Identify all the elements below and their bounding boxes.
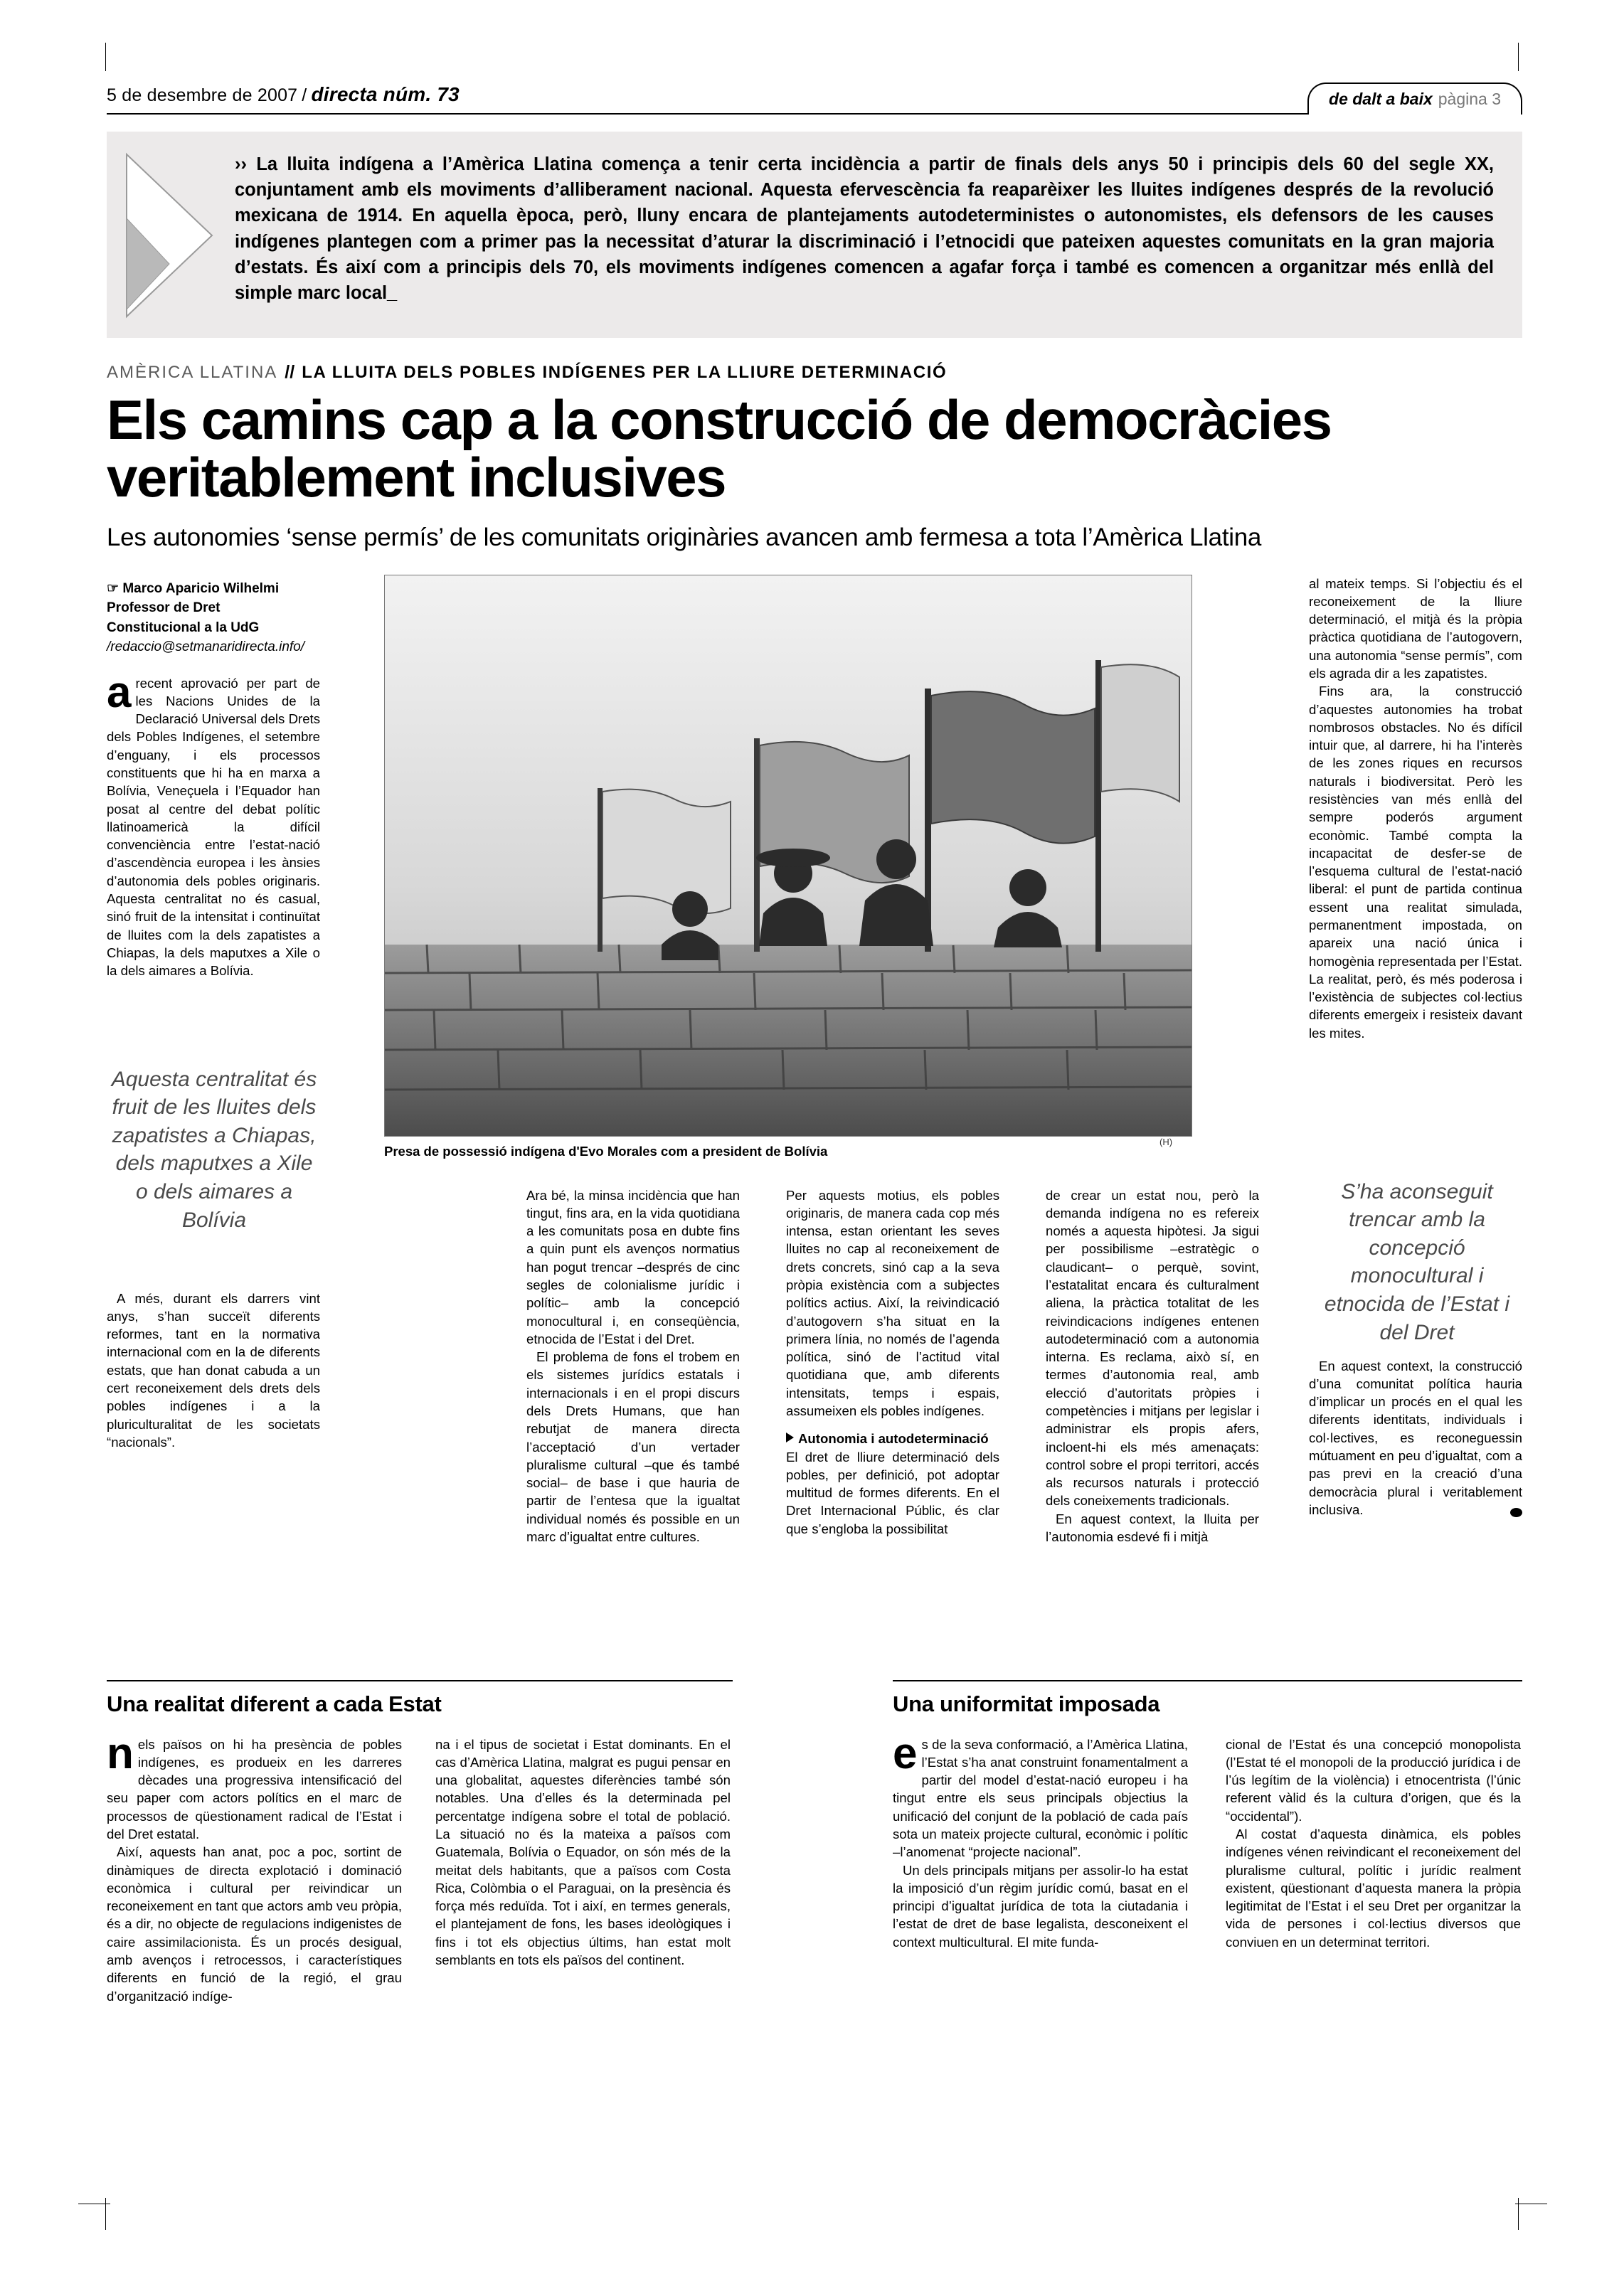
paragraph: Fins ara, la construcció d’aquestes autonomies ha trobat nombrosos obstacles. No és difícil intuir que, al darrere, hi ha l’interès de les zones riques en recursos naturals i biodiversitat. Però les resistències van més enllà del sempre poderós argument econòmic. També compta la incapacitat de desfer-se de l’esquema cultural de l’estat-nació liberal: el punt de partida continua essent una realitat simulada, permanentment impostada, on apareix una nació única i homogènia representada per l’Estat. La realitat, però, és més poderosa i l’existència de subjectes col·lectius diferents emergeix i resisteix davant les mites. xyxy=(1309,684,1522,1041)
section2-column-2 xyxy=(1226,1736,1521,1951)
masthead xyxy=(107,68,1522,115)
column-3 xyxy=(786,1186,999,1538)
paragraph: es de la seva conformació, a l’Amèrica Llatina, l’Estat s’ha anat construint fonamentalment a partir del model d’estat-nació europeu i ha tingut entre els seus principals objectius la unificació del conjunt de la població de cada país sota un mateix projecte cultural, econòmic i polític –l’anomenat “projecte nacional”. xyxy=(893,1728,1188,1860)
paragraph: na i el tipus de societat i Estat dominants. En el cas d’Amèrica Llatina, malgrat es pugui pensar en una globalitat, aquestes diferències també són notables. Una d’elles és la determinada pel percentatge indígena sobre el total de població. La situació no és la mateixa a països com Guatemala, Bolívia o Equador, on són més de la meitat dels habitants, que a països com Costa Rica, Colòmbia o el Paraguai, on la presència és força més reduïda. Tot i així, en termes generals, el plantejament de fons, les bases ideològiques i fins i tot els objectius últims, han estat molt semblants en tots els països del continent. xyxy=(435,1736,731,1967)
byline-author: Marco Aparicio Wilhelmi xyxy=(122,580,280,596)
paragraph: En aquest context, la construcció d’una comunitat política hauria d’implicar un procés en el qual les diferents identitats, individuals i col·lectives, es reconeguessin mútuament en peu d’igualtat, com a pas previ en la creació d’una democràcia plural i veritablement inclusiva. xyxy=(1309,1358,1522,1517)
photo-caption: Presa de possessió indígena d'Evo Morales com a president de Bolívia xyxy=(384,1143,828,1159)
byline-email: /redaccio@setmanaridirecta.info/ xyxy=(107,639,305,655)
paragraph: nels països on hi ha presència de pobles indígenes, es produeix en les darreres dècades una progressiva intensificació del seu paper com actors polítics en el marc de processos de qüestionament radical de l’Estat i del Dret estatal. xyxy=(107,1728,402,1842)
page-content xyxy=(107,68,1522,2078)
crop-mark-top-left-v xyxy=(105,43,106,71)
section1-column-2 xyxy=(435,1736,731,1970)
crop-mark-top-right-v xyxy=(1518,43,1519,71)
column-5b xyxy=(1309,1357,1522,1521)
section2-column-1 xyxy=(893,1728,1188,1951)
paragraph: Un dels principals mitjans per assolir-lo ha estat la imposició d’un règim jurídic comú, basat en el principi d’igualtat jurídica de tota la ciutadania i l’estat de dret de base legalista, desconeixent el context multicultural. El mite funda- xyxy=(893,1862,1188,1950)
page-number: pàgina 3 xyxy=(1438,90,1501,108)
kicker-topic: AMÈRICA LLATINA xyxy=(107,363,278,382)
bottom-sections xyxy=(107,1680,1522,2078)
issue-number: directa núm. 73 xyxy=(311,83,460,105)
column-4 xyxy=(1046,1186,1259,1546)
triangle-icon xyxy=(786,1433,794,1442)
paragraph: arecent aprovació per part de les Nacions Unides de la Declaració Universal dels Drets dels Pobles Indígenes, el setembre d’enguany, i els processos constituents que hi ha en marxa a Bolívia, Veneçuela i l’Equador han posat al centre del debat polític llatinoamericà la difícil convenciència entre l’estat-nació d’ascendència europea i les ànsies d’autonomia dels pobles originaris. Aquesta centralitat no és casual, sinó fruit de la intensitat i continuïtat de lluites com la dels zapatistes a Chiapas, la dels maputxes a Xile o la dels aimares a Bolívia. xyxy=(107,667,320,979)
column-5 xyxy=(1309,575,1522,1042)
byline xyxy=(107,579,320,657)
kicker xyxy=(107,362,1522,383)
article-body xyxy=(107,575,1522,1656)
article-photo xyxy=(384,575,1192,1137)
crop-mark-bottom-left-v xyxy=(105,2198,106,2230)
paragraph: El problema de fons el trobem en els sistemes jurídics estatals i internacionals i en el propi discurs dels Drets Humans, que han rebutjat de manera directa l’acceptació d’un vertader pluralisme cultural –que és també social– de base i que hauria de partir de l’entesa que la igualtat individual només és possible en un marc d’igualtat entre cultures. xyxy=(526,1349,740,1544)
subsection-title xyxy=(786,1430,999,1447)
column-1b xyxy=(107,1290,320,1452)
paragraph: Així, aquests han anat, poc a poc, sortint de dinàmiques de directa explotació i dominació econòmica i cultural per reivindicar un reconeixement en tant que actors amb veu pròpia, és a dir, no objecte de regulacions indigenistes de caire assimilacionista. És un procés desigual, amb avenços i retrocessos, i característiques diferents en funció de la regió, el grau d’organització indíge- xyxy=(107,1844,402,2004)
page-subtitle: Les autonomies ‘sense permís’ de les comunitats originàries avancen amb fermesa a tota l’Amèrica Llatina xyxy=(107,523,1262,552)
pullquote-left: Aquesta centralitat és fruit de les lluites dels zapatistes a Chiapas, dels maputxes a Xile o dels aimares a Bolívia xyxy=(111,1067,317,1232)
paragraph: Ara bé, la minsa incidència que han tingut, fins ara, en la vida quotidiana a les comunitats posa en dubte fins a quin punt els avenços normatius han pogut trencar –després de cinc segles de colonialisme jurídic i polític– amb la concepció monocultural i, en conseqüència, etnocida de l’Estat i del Dret. xyxy=(526,1187,740,1346)
paragraph: de crear un estat nou, però la demanda indígena no es refereix només a aquesta hipòtesi. Ja sigui per possibilisme –estratègic o claudicant– o perquè, sovint, l’estatalitat encara és culturalment aliena, la pràctica totalitat de les reivindicacions indígenes entenen autodeterminació com a autonomia interna. Es reclama, això sí, en termes d’autonomia real, amb elecció d’autoritats pròpies i competències i mitjans per legislar i administrar els propis afers, incloent-hi els més amenaçats: control sobre el propi territori, accés als recursos naturals i protecció dels coneixements tradicionals. xyxy=(1046,1187,1259,1509)
column-2 xyxy=(526,1186,740,1546)
masthead-slash: / xyxy=(302,85,307,105)
lead-chevrons: ›› xyxy=(235,154,247,174)
section-title-2: Una uniformitat imposada xyxy=(893,1691,1160,1716)
byline-role-1: Professor de Dret xyxy=(107,600,221,616)
paragraph: cional de l’Estat és una concepció monopolista (l’Estat té el monopoli de la producció jurídica i de l’ús legítim de la violència) i etnocentrista (l’únic referent vàlid és la cultura d’origen, que és la “occidental”). xyxy=(1226,1736,1521,1824)
photo-credit: (H) xyxy=(1159,1136,1173,1147)
kicker-theme: LA LLUITA DELS POBLES INDÍGENES PER LA LLIURE DETERMINACIÓ xyxy=(302,363,948,382)
section-tab xyxy=(1307,83,1522,115)
lead-body: La lluita indígena a l’Amèrica Llatina comença a tenir certa incidència a partir de finals dels anys 50 i principis dels 60 del segle XX, conjuntament amb els moviments d’alliberament nacional. Aquesta efervescència fa reaparèixer les lluites indígenes després de la revolució mexicana de 1914. En aquella època, però, lluny encara de plantejaments autodeterministes o autonomistes, els defensors de les causes indígenes plantegen com a primer pas la necessitat d’aturar la discriminació i l’etnocidi que pateixen aquestes comunitats en la gran majoria d’estats. És així com a principis dels 70, els moviments indígenes comencen a agafar força i també es comencen a organitzar més enllà del simple marc local_ xyxy=(235,154,1494,304)
masthead-left xyxy=(107,83,460,113)
paragraph: al mateix temps. Si l’objectiu és el reconeixement de la lliure determinació, el mitjà és la pròpia pràctica quotidiana de l’autogovern, una autonomia “sense permís”, com els agrada dir a les zapatistes. xyxy=(1309,575,1522,681)
paragraph: Al costat d’aquesta dinàmica, els pobles indígenes vénen reivindicant el reconeixement del pluralisme cultural, polític i jurídic realment existent, qüestionant d’aquesta manera la pròpia legitimitat de l’Estat i el seu Dret per organitzar la vida de persones i col·lectius diversos que conviuen en un determinat territori. xyxy=(1226,1827,1521,1950)
section-rule-2 xyxy=(893,1680,1522,1681)
paragraph: El dret de lliure determinació dels pobles, per definició, pot adoptar multitud de formes diferents. En el Dret Internacional Públic, és clar que s’engloba la possibilitat xyxy=(786,1449,999,1536)
lead-text xyxy=(235,132,1522,326)
paragraph: Per aquests motius, els pobles originaris, de manera cada cop més intensa, estan orientant les seves lluites no cap al reconeixement de drets concrets, sinó cap a la seva pròpia existència com a subjectes polítics actius. Així, la reivindicació d’autogovern s’ha situat en la primera línia, no només de l’agenda política, sinó de l’actitud vital quotidiana que, amb diferents intensitats, temps i espais, assumeixen els pobles indígenes. xyxy=(786,1187,999,1418)
paragraph: En aquest context, la lluita per l’autonomia esdevé fi i mitjà xyxy=(1046,1511,1259,1544)
section-name: de dalt a baix xyxy=(1329,90,1433,108)
lead-block xyxy=(107,132,1522,338)
section1-column-1 xyxy=(107,1728,402,2005)
end-mark-icon xyxy=(1510,1508,1522,1517)
page-title: Els camins cap a la construcció de democràcies veritablement inclusives xyxy=(107,388,1332,509)
section-rule-1 xyxy=(107,1680,733,1681)
section-title-1: Una realitat diferent a cada Estat xyxy=(107,1691,442,1716)
kicker-separator: // xyxy=(285,362,295,382)
issue-date: 5 de desembre de 2007 xyxy=(107,85,298,105)
pullquote-right: S’ha aconseguit trencar amb la concepció monocultural i etnocida de l’Estat i del Dret xyxy=(1324,1179,1510,1344)
paragraph: A més, durant els darrers vint anys, s’han succeït diferents reformes, tant en la normativa internacional com en la de diferents estats, que han donat cabuda a un cert reconeixement dels drets dels pobles indígenes i a la pluriculturalitat de les societats “nacionals”. xyxy=(107,1290,320,1450)
subsection-label: Autonomia i autodeterminació xyxy=(798,1431,989,1447)
pointer-icon: ☞ xyxy=(107,580,120,596)
byline-role-2: Constitucional a la UdG xyxy=(107,620,260,635)
crop-mark-bottom-right-v xyxy=(1518,2198,1519,2230)
column-1 xyxy=(107,667,320,980)
